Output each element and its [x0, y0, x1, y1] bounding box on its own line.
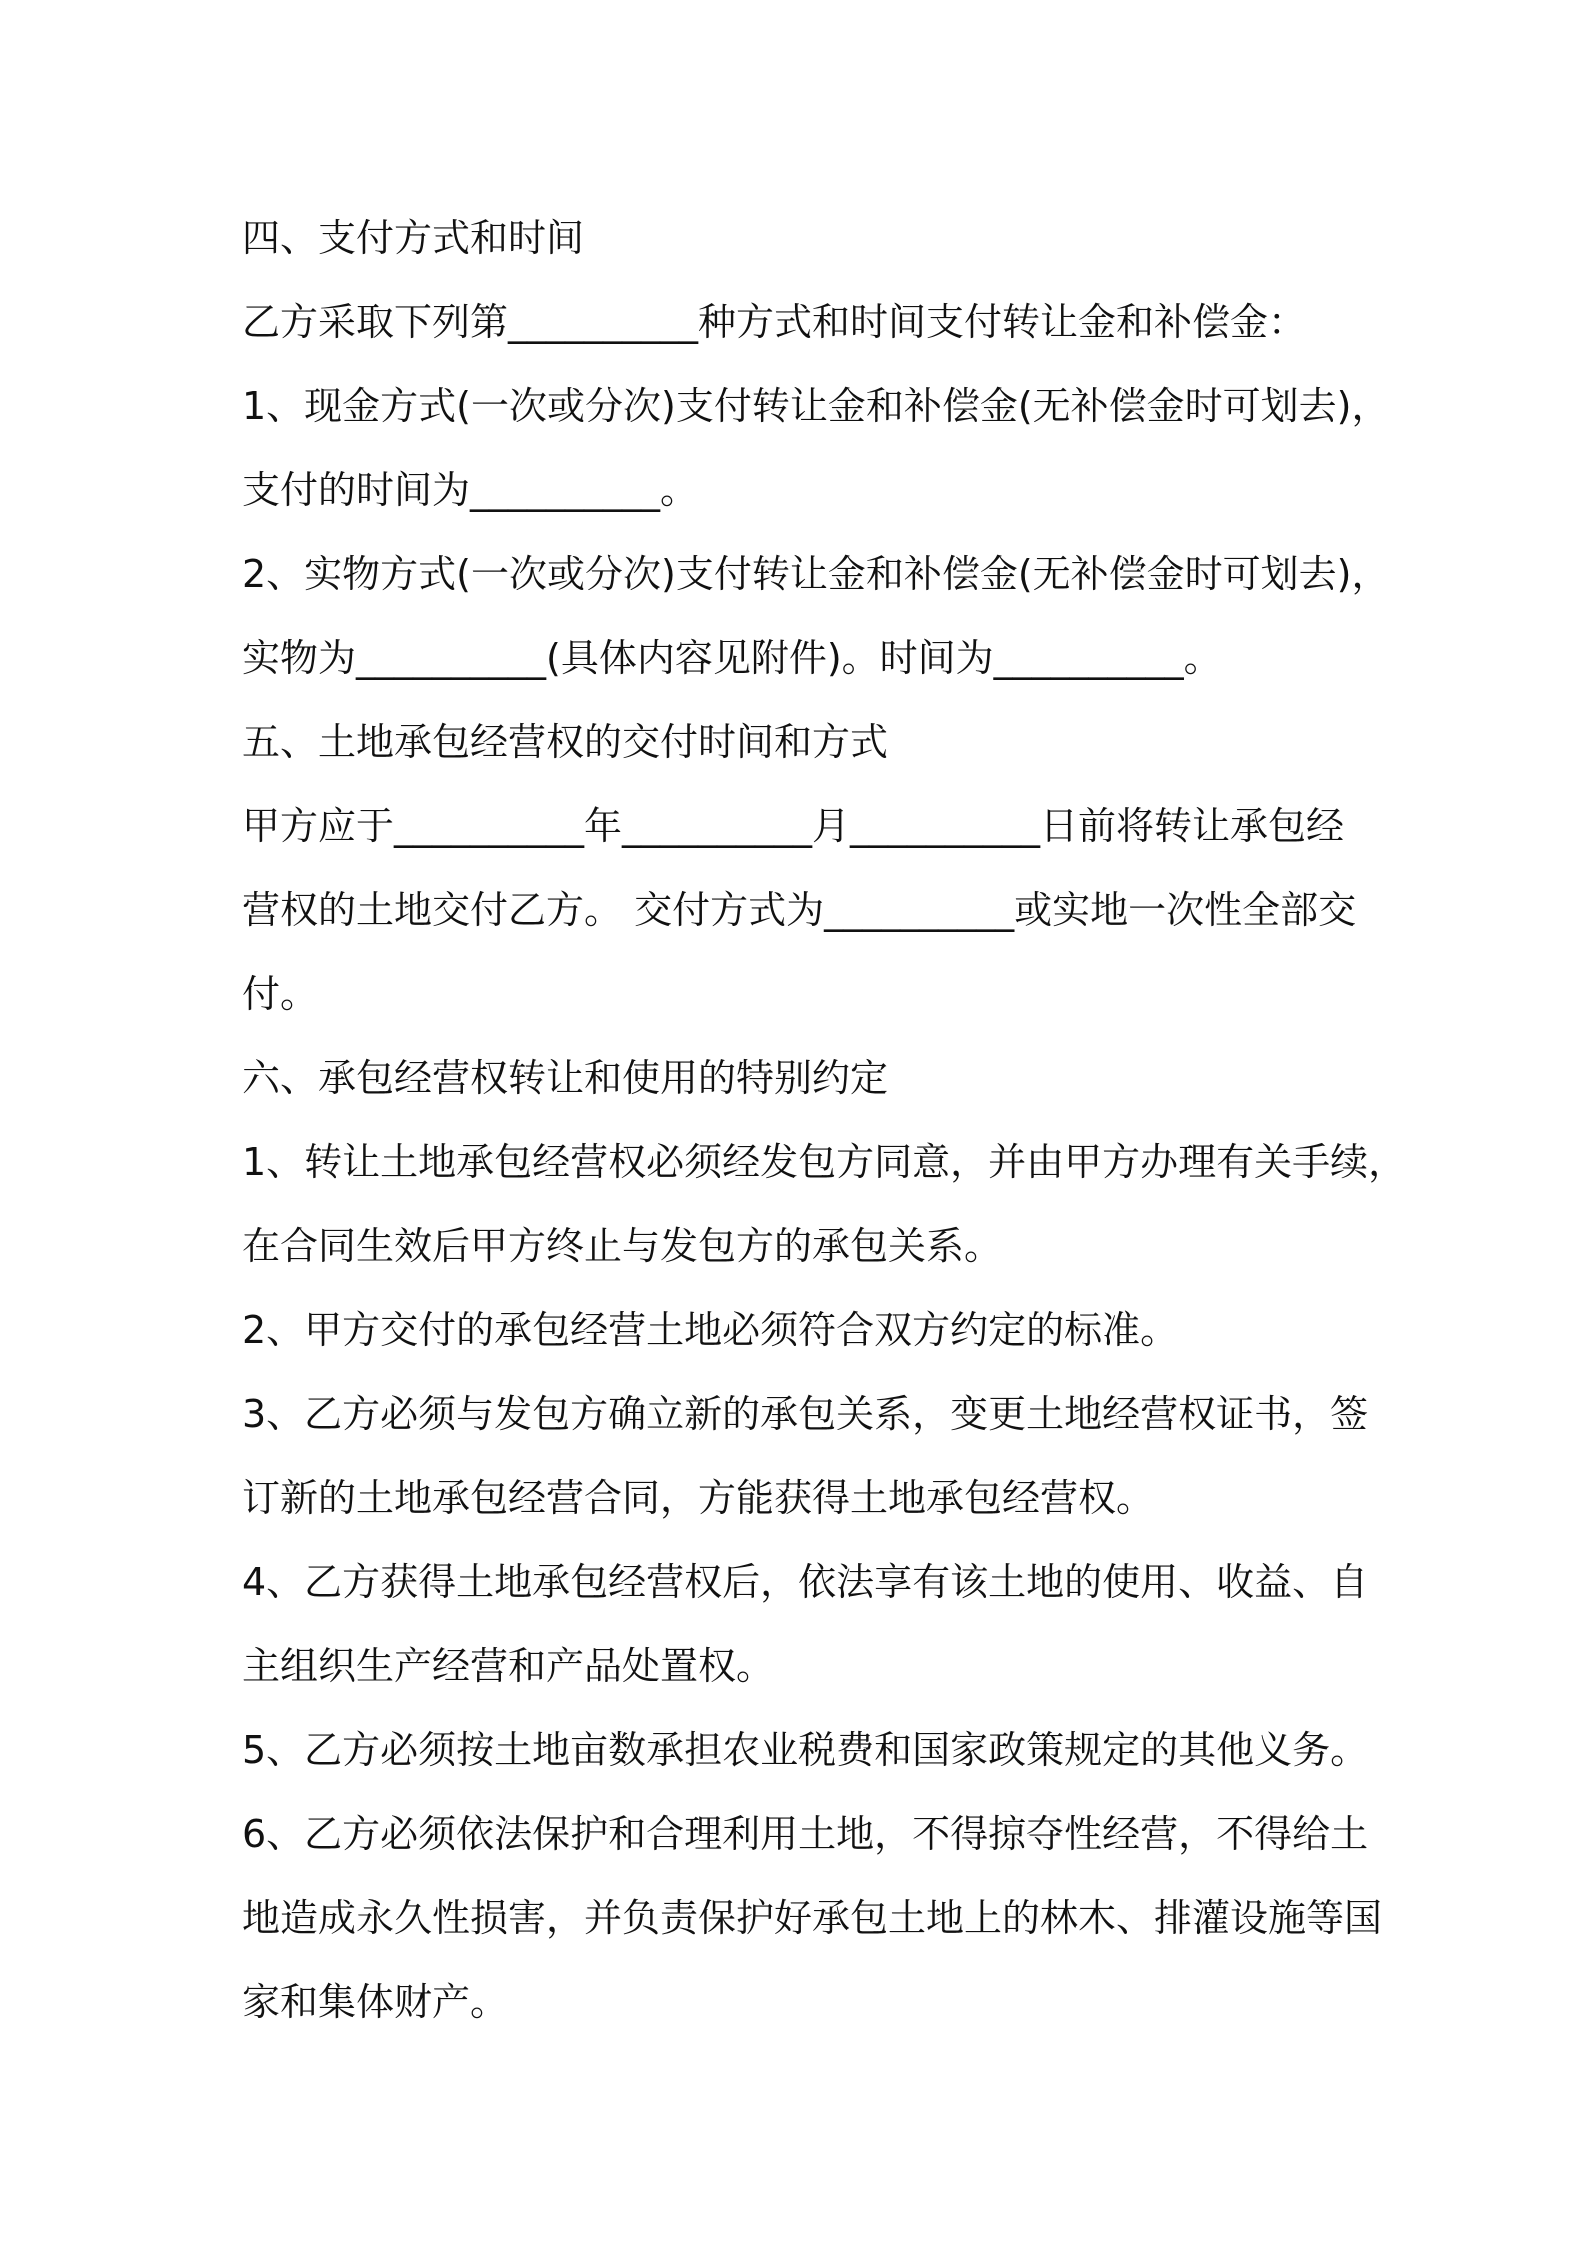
paragraph-line: 6、乙方必须依法保护和合理利用土地，不得掠夺性经营，不得给土	[242, 1812, 1369, 1856]
paragraph-line: 2、实物方式(一次或分次)支付转让金和补偿金(无补偿金时可划去)，	[242, 552, 1390, 596]
document-body	[242, 196, 1407, 2044]
paragraph-line: 在合同生效后甲方终止与发包方的承包关系。	[242, 1224, 1003, 1268]
paragraph-line: 付。	[242, 972, 319, 1016]
paragraph-line: 甲方应于__________年__________月__________日前将转让承包经	[242, 804, 1345, 848]
paragraph-line: 营权的土地交付乙方。 交付方式为__________或实地一次性全部交	[242, 888, 1357, 932]
paragraph-line: 地造成永久性损害，并负责保护好承包土地上的林木、排灌设施等国	[242, 1896, 1383, 1940]
section-heading-payment: 四、支付方式和时间	[242, 216, 585, 260]
paragraph-line: 2、甲方交付的承包经营土地必须符合双方约定的标准。	[242, 1308, 1179, 1352]
paragraph-line: 订新的土地承包经营合同，方能获得土地承包经营权。	[242, 1476, 1155, 1520]
paragraph-line: 3、乙方必须与发包方确立新的承包关系，变更土地经营权证书，签	[242, 1392, 1369, 1436]
paragraph-line: 家和集体财产。	[242, 1980, 509, 2024]
paragraph-line: 1、转让土地承包经营权必须经发包方同意，并由甲方办理有关手续，	[242, 1140, 1407, 1184]
paragraph-line: 主组织生产经营和产品处置权。	[242, 1644, 775, 1688]
paragraph-line: 1、现金方式(一次或分次)支付转让金和补偿金(无补偿金时可划去)，	[242, 384, 1390, 428]
section-heading-delivery: 五、土地承包经营权的交付时间和方式	[242, 720, 889, 764]
paragraph-line: 4、乙方获得土地承包经营权后，依法享有该土地的使用、收益、自	[242, 1560, 1369, 1604]
paragraph-line: 5、乙方必须按土地亩数承担农业税费和国家政策规定的其他义务。	[242, 1728, 1369, 1772]
section-heading-special-terms: 六、承包经营权转让和使用的特别约定	[242, 1056, 889, 1100]
paragraph-line: 实物为__________(具体内容见附件)。时间为__________。	[242, 636, 1222, 680]
paragraph-line: 乙方采取下列第__________种方式和时间支付转让金和补偿金：	[242, 300, 1307, 344]
paragraph-line: 支付的时间为__________。	[242, 468, 699, 512]
